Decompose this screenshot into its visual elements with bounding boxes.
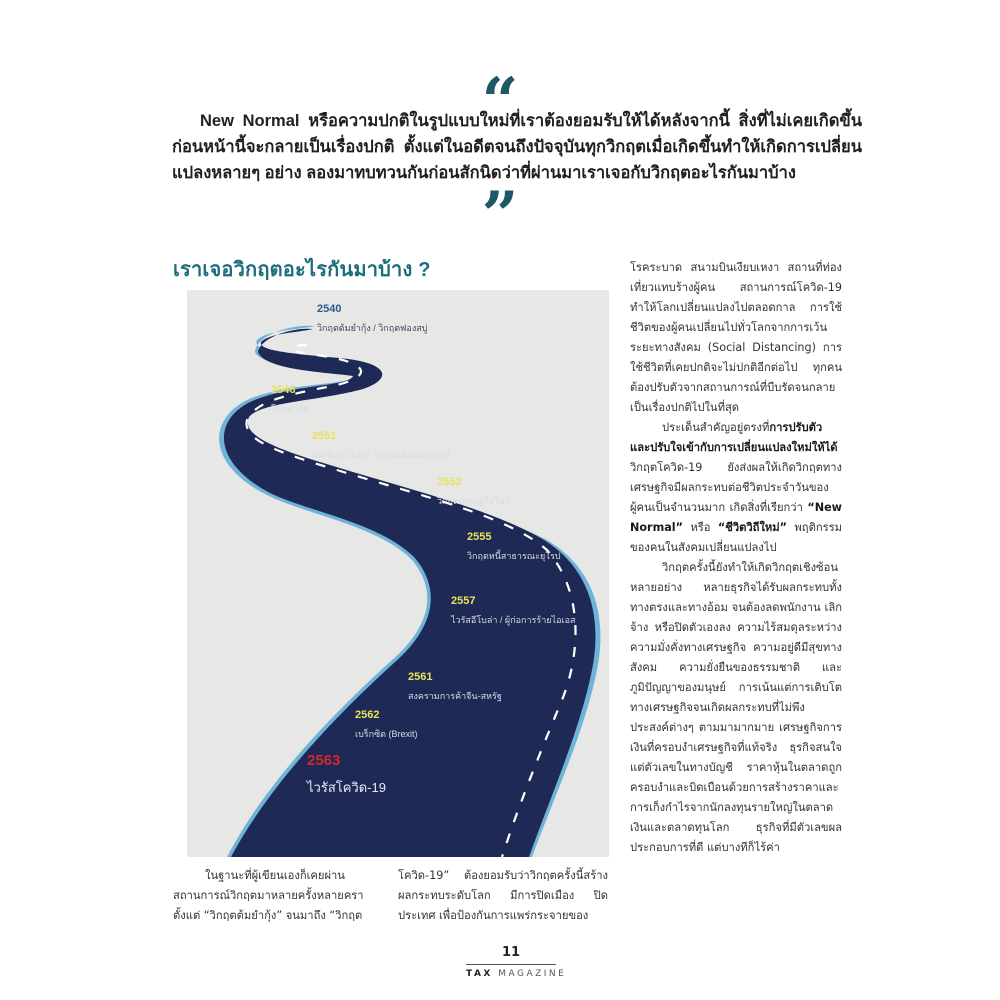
milestone-2552 xyxy=(437,476,510,508)
pull-quote-text: New Normal หรือความปกติในรูปแบบใหม่ที่เราต้องยอมรับให้ได้หลังจากนี้ สิ่งที่ไม่เคยเกิดขึ้นก่อนหน้านี้จะกลายเป็นเรื่องปกติ ตั้งแต่ในอดีตจนถึงปัจจุบันทุกวิกฤตเมื่อเกิดขึ้นทำให้เกิดการเปลี่ยนแปลงหลายๆ อย่าง ลองมาทบทวนกันก่อนสักนิดว่าที่ผ่านมาเราเจอกับวิกฤตอะไรกันมาบ้าง xyxy=(172,112,862,182)
crisis-timeline-road-illustration xyxy=(187,290,609,857)
milestone-label: ไวรัสโควิด-19 xyxy=(307,780,386,795)
milestone-year: 2563 xyxy=(307,752,341,769)
milestone-year: 2551 xyxy=(312,430,337,442)
close-quote-mark: ” xyxy=(481,178,519,253)
footer-divider xyxy=(466,964,556,965)
milestone-label: สงครามการค้าจีน-สหรัฐ xyxy=(408,691,502,701)
body-paragraph xyxy=(630,418,842,558)
milestone-year: 2562 xyxy=(355,709,380,721)
milestone-label: ไวรัสอีโบล่า / ผู้ก่อการร้ายไอเอส xyxy=(451,615,576,625)
magazine-name-rest: MAGAZINE xyxy=(492,969,567,979)
text-run: วิกฤตโควิด-19 ยังส่งผลให้เกิดวิกฤตทางเศรษฐกิจมีผลกระทบต่อชีวิตประจำวันของผู้คนเป็นจำนวนมาก เกิดสิ่งที่เรียกว่า xyxy=(630,461,842,514)
milestone-2563 xyxy=(307,752,386,798)
milestone-year: 2552 xyxy=(437,476,462,488)
body-paragraph: ในฐานะที่ผู้เขียนเองก็เคยผ่านสถานการณ์วิกฤตมาหลายครั้งหลายครา ตั้งแต่ “วิกฤตต้มยำกุ้ง” จนมาถึง “วิกฤต xyxy=(173,869,364,922)
milestone-year: 2546 xyxy=(271,384,296,396)
milestone-2557 xyxy=(451,595,575,627)
magazine-name-bold: TAX xyxy=(466,969,493,979)
milestone-2561 xyxy=(408,671,502,703)
emphasis-text: “ชีวิตวิถีใหม่” xyxy=(717,521,788,534)
milestone-label: โรคซาร์ส xyxy=(271,404,309,414)
emphasis-text: การปรับตัวและปรับใจเข้ากับการเปลี่ยนแปลงใหม่ให้ได้ xyxy=(630,421,838,454)
body-paragraph: โรคระบาด สนามบินเงียบเหงา สถานที่ท่องเที่ยวแทบร้างผู้คน สถานการณ์โควิด-19 ทำให้โลกเปลี่ยนแปลงไปตลอดกาล การใช้ชีวิตของผู้คนเปลี่ยนไปทั่วโลกจากการเว้นระยะทางสังคม (Social Distancing) การใช้ชีวิตที่เคยปกติจะไม่ปกติอีกต่อไป ทุกคนต้องปรับตัวจากสถานการณ์ที่บีบรัดจนกลายเป็นเรื่องปกติไปในที่สุด xyxy=(630,261,842,414)
body-column-left-b xyxy=(398,866,608,926)
milestone-label: วิกฤตต้มยำกุ้ง / วิกฤตฟองสบู่ xyxy=(317,323,428,333)
milestone-2551 xyxy=(312,430,451,462)
open-quote-mark: “ xyxy=(481,64,519,139)
milestone-label: วิกฤตเศรษฐกิจโลก xyxy=(437,496,510,506)
milestone-2562 xyxy=(355,709,418,741)
milestone-2546 xyxy=(271,384,308,416)
body-column-right xyxy=(630,258,842,858)
page-number: 11 xyxy=(501,945,521,960)
page-footer xyxy=(466,945,567,979)
body-paragraph: วิกฤตครั้งนี้ยังทำให้เกิดวิกฤตเชิงซ้อนหลายอย่าง หลายธุรกิจได้รับผลกระทบทั้งทางตรงและทางอ้อม จนต้องลดพนักงาน เลิกจ้าง หรือปิดตัวเองลง ความไร้สมดุลระหว่างความมั่งคั่งทางเศรษฐกิจ ความอยู่ดีมีสุขทางสังคม ความยั่งยืนของธรรมชาติ และภูมิปัญญาของมนุษย์ การเน้นแต่การเติบโตทางเศรษฐกิจจนเกิดผลกระทบที่ไม่พึงประสงค์ต่างๆ ตามมามากมาย เศรษฐกิจการเงินที่ครอบงำเศรษฐกิจที่แท้จริง ธุรกิจสนใจแต่ตัวเลขในทางบัญชี ราคาหุ้นในตลาดถูกครอบงำและบิดเบือนด้วยการสร้างราคาและการเก็งกำไรจากนักลงทุนรายใหญ่ในตลาดเงินและตลาดทุนโลก ธุรกิจที่มีตัวเลขผลประกอบการที่ดี แต่บางทีก็ไร้ค่า xyxy=(630,561,842,854)
milestone-label: วิกฤตหนี้สาธารณะยุโรป xyxy=(467,551,561,561)
section-title: เราเจอวิกฤตอะไรกันมาบ้าง ? xyxy=(173,259,431,281)
milestone-year: 2540 xyxy=(317,303,342,315)
milestone-label: สินเชื่อซับไพรม์ วิกฤตแฮมเบอร์เกอร์ xyxy=(312,450,451,460)
magazine-name xyxy=(466,969,567,979)
body-column-left-a xyxy=(173,866,383,926)
milestone-2555 xyxy=(467,531,561,563)
text-run: ประเด็นสำคัญอยู่ตรงที่ xyxy=(662,421,770,434)
milestone-year: 2555 xyxy=(467,531,492,543)
emphasis-text: “New Normal” xyxy=(630,501,842,534)
text-run: หรือ xyxy=(682,521,718,534)
milestone-year: 2561 xyxy=(408,671,433,683)
road-graphic xyxy=(187,290,609,857)
milestone-2540 xyxy=(317,303,427,335)
milestone-year: 2557 xyxy=(451,595,476,607)
pull-quote xyxy=(172,108,862,186)
text-run: พฤติกรรมของคนในสังคมเปลี่ยนแปลงไป xyxy=(630,521,843,554)
milestone-label: เบร็กซิต (Brexit) xyxy=(355,729,418,739)
body-paragraph: โควิด-19” ต้องยอมรับว่าวิกฤตครั้งนี้สร้างผลกระทบระดับโลก มีการปิดเมือง ปิดประเทศ เพื่อป้องกันการแพร่กระจายของ xyxy=(398,869,608,922)
